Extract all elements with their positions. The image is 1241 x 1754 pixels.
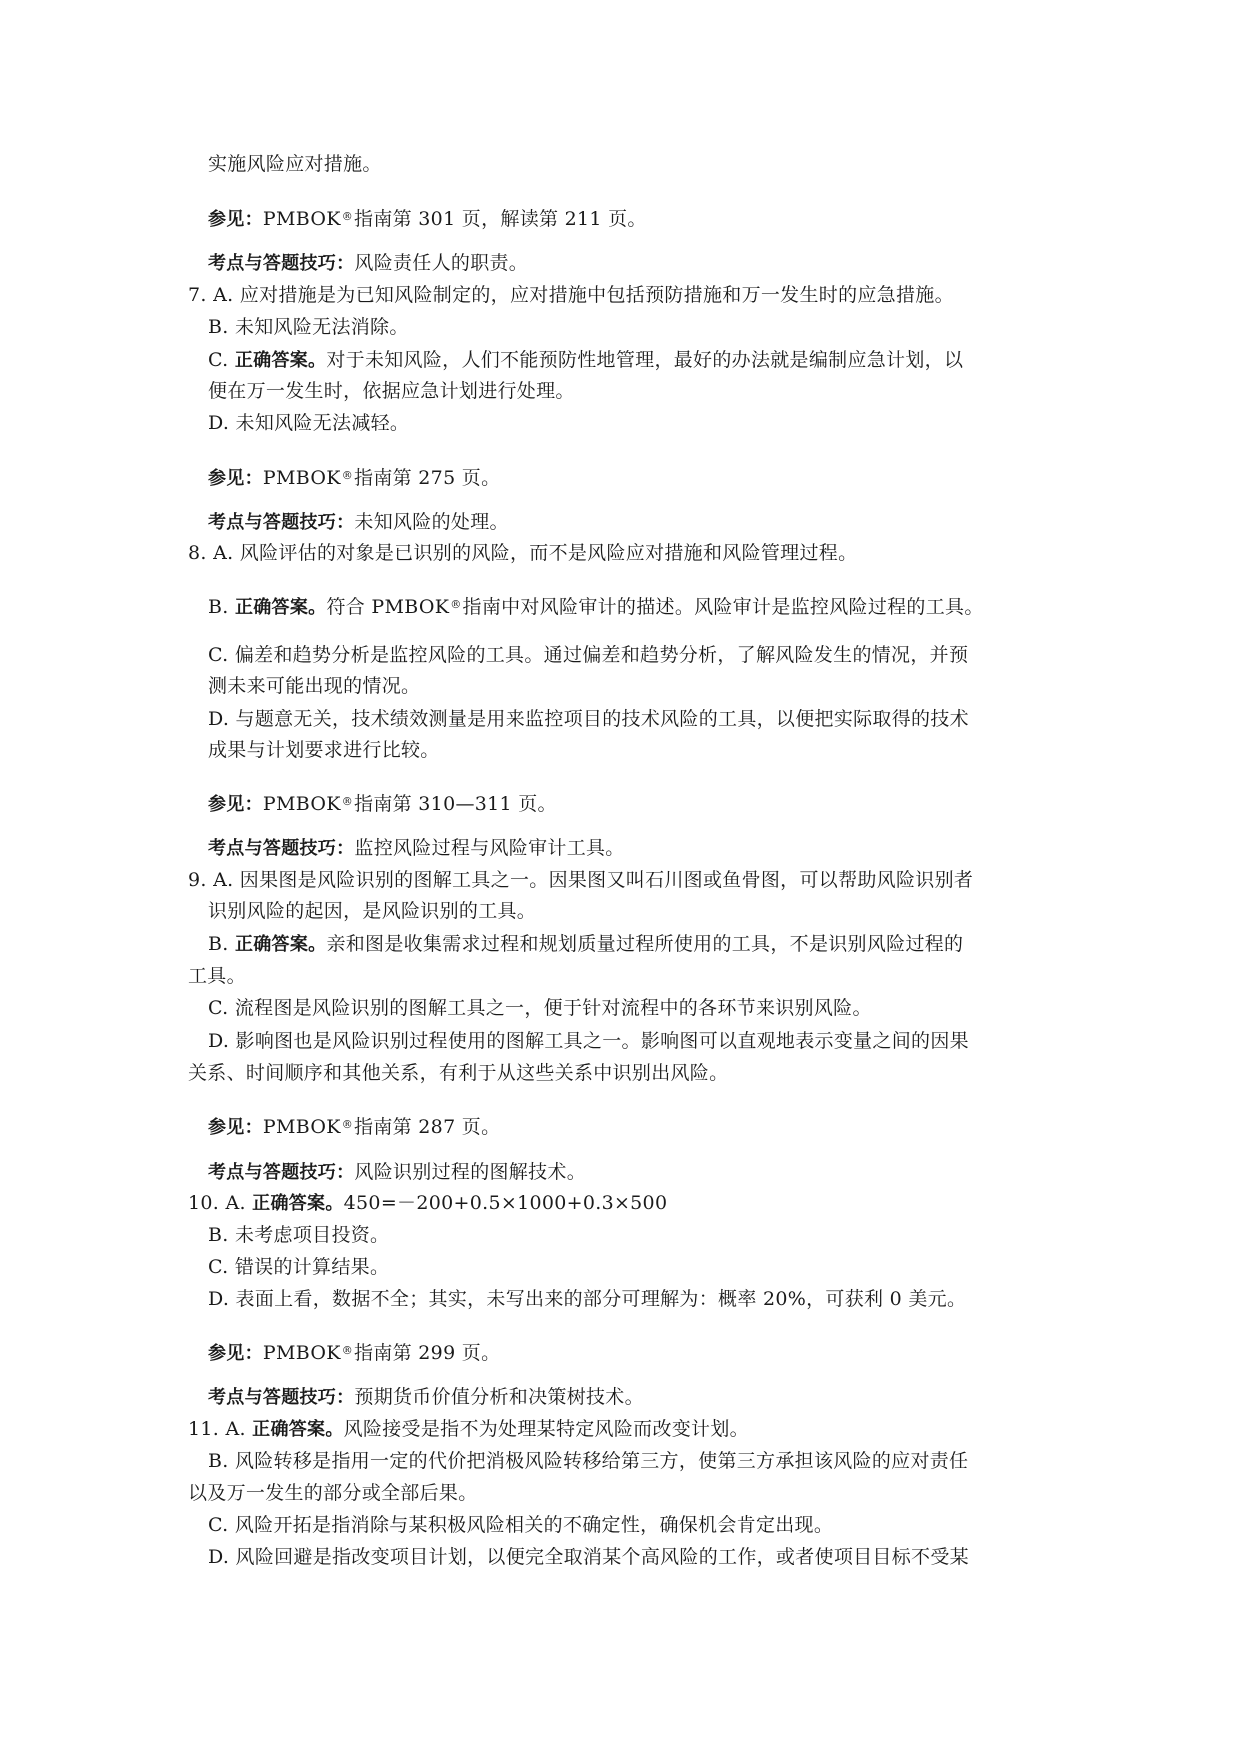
reference-line [208, 464, 500, 491]
registered-mark: ® [341, 795, 354, 808]
tip-text: 风险识别过程的图解技术。 [354, 1161, 587, 1183]
option-text: 450=－200+0.5×1000+0.3×500 [343, 1192, 668, 1214]
answer-option: B. 风险转移是指用一定的代价把消极风险转移给第三方，使第三方承担该风险的应对责任 [208, 1450, 969, 1472]
answer-continuation: 关系、时间顺序和其他关系，有利于从这些关系中识别出风险。 [188, 1062, 729, 1084]
answer-continuation: 测未来可能出现的情况。 [208, 675, 421, 697]
answer-option: D. 影响图也是风险识别过程使用的图解工具之一。影响图可以直观地表示变量之间的因果 [208, 1030, 969, 1052]
option-letter: 11. A. [188, 1418, 253, 1440]
reference-pages: 指南第 287 页。 [354, 1116, 501, 1138]
tip-text: 未知风险的处理。 [354, 511, 509, 533]
option-text: 指南中对风险审计的描述。风险审计是监控风险过程的工具。 [462, 596, 984, 618]
reference-line [208, 205, 647, 232]
reference-pages: 指南第 299 页。 [354, 1342, 501, 1364]
tip-line [208, 1385, 644, 1410]
tip-line [208, 510, 509, 535]
answer-option [208, 593, 984, 620]
reference-line [208, 790, 557, 817]
tip-label: 考点与答题技巧： [208, 253, 355, 274]
reference-label: 参见： [208, 468, 263, 489]
answer-option: C. 风险开拓是指消除与某积极风险相关的不确定性，确保机会肯定出现。 [208, 1514, 834, 1536]
answer-option: C. 错误的计算结果。 [208, 1256, 390, 1278]
reference-pages: 指南第 301 页，解读第 211 页。 [354, 208, 647, 230]
option-text: 风险接受是指不为处理某特定风险而改变计划。 [343, 1418, 749, 1440]
option-text: 亲和图是收集需求过程和规划质量过程所使用的工具，不是识别风险过程的 [326, 933, 964, 955]
reference-pages: 指南第 275 页。 [354, 467, 501, 489]
answer-option: B. 未知风险无法消除。 [208, 316, 409, 338]
tip-label: 考点与答题技巧： [208, 1387, 355, 1408]
option-letter: B. [208, 596, 235, 618]
reference-line [208, 1339, 500, 1366]
answer-option [188, 1417, 749, 1442]
answer-continuation: 识别风险的起因，是风险识别的工具。 [208, 900, 537, 922]
reference-pages: 指南第 310—311 页。 [354, 793, 557, 815]
registered-mark: ® [450, 598, 462, 611]
answer-continuation: 工具。 [188, 965, 246, 987]
correct-answer-label: 正确答案。 [234, 350, 327, 371]
correct-answer-label: 正确答案。 [252, 1193, 344, 1214]
tip-label: 考点与答题技巧： [208, 838, 355, 859]
reference-label: 参见： [208, 209, 263, 230]
answer-option [208, 348, 963, 373]
option-letter: B. [208, 933, 235, 955]
reference-label: 参见： [208, 1343, 263, 1364]
option-letter: C. [208, 349, 235, 371]
reference-source: PMBOK [262, 208, 341, 230]
correct-answer-label: 正确答案。 [252, 1419, 344, 1440]
registered-mark: ® [341, 1344, 354, 1357]
answer-option: D. 与题意无关，技术绩效测量是用来监控项目的技术风险的工具，以便把实际取得的技术 [208, 708, 969, 730]
tip-text: 预期货币价值分析和决策树技术。 [354, 1386, 644, 1408]
answer-continuation: 成果与计划要求进行比较。 [208, 739, 440, 761]
tip-text: 风险责任人的职责。 [354, 252, 529, 274]
answer-option: D. 风险回避是指改变项目计划，以便完全取消某个高风险的工作，或者使项目目标不受某 [208, 1546, 969, 1568]
reference-source: PMBOK [262, 793, 341, 815]
answer-continuation: 便在万一发生时，依据应急计划进行处理。 [208, 380, 575, 402]
answer-option: C. 流程图是风险识别的图解工具之一，便于针对流程中的各环节来识别风险。 [208, 997, 872, 1019]
answer-continuation: 以及万一发生的部分或全部后果。 [188, 1482, 478, 1504]
tip-text: 监控风险过程与风险审计工具。 [354, 837, 625, 859]
correct-answer-label: 正确答案。 [234, 597, 327, 618]
option-text: 对于未知风险，人们不能预防性地管理，最好的办法就是编制应急计划，以 [326, 349, 964, 371]
option-text: 符合 PMBOK [326, 596, 450, 618]
tip-line [208, 1160, 586, 1185]
tip-line [208, 251, 528, 276]
reference-source: PMBOK [262, 1116, 341, 1138]
answer-option [188, 1191, 667, 1216]
reference-line [208, 1113, 500, 1140]
reference-label: 参见： [208, 794, 263, 815]
tip-label: 考点与答题技巧： [208, 512, 355, 533]
registered-mark: ® [341, 210, 354, 223]
reference-source: PMBOK [262, 1342, 341, 1364]
tip-label: 考点与答题技巧： [208, 1162, 355, 1183]
answer-option: 8. A. 风险评估的对象是已识别的风险，而不是风险应对措施和风险管理过程。 [188, 542, 858, 564]
answer-option: D. 未知风险无法减轻。 [208, 412, 410, 434]
answer-option: D. 表面上看，数据不全；其实，未写出来的部分可理解为：概率 20%，可获利 0 美元。 [208, 1288, 967, 1310]
answer-option [208, 932, 963, 957]
answer-option: 9. A. 因果图是风险识别的图解工具之一。因果图又叫石川图或鱼骨图，可以帮助风险识别者 [188, 869, 974, 891]
tip-line [208, 836, 625, 861]
reference-label: 参见： [208, 1117, 263, 1138]
text-line: 实施风险应对措施。 [208, 153, 382, 175]
correct-answer-label: 正确答案。 [234, 934, 327, 955]
answer-option: C. 偏差和趋势分析是监控风险的工具。通过偏差和趋势分析，了解风险发生的情况，并预 [208, 644, 969, 666]
answer-option: B. 未考虑项目投资。 [208, 1224, 390, 1246]
option-letter: 10. A. [188, 1192, 253, 1214]
registered-mark: ® [341, 469, 354, 482]
registered-mark: ® [341, 1118, 354, 1131]
reference-source: PMBOK [262, 467, 341, 489]
answer-option: 7. A. 应对措施是为已知风险制定的，应对措施中包括预防措施和万一发生时的应急措施。 [188, 284, 954, 306]
